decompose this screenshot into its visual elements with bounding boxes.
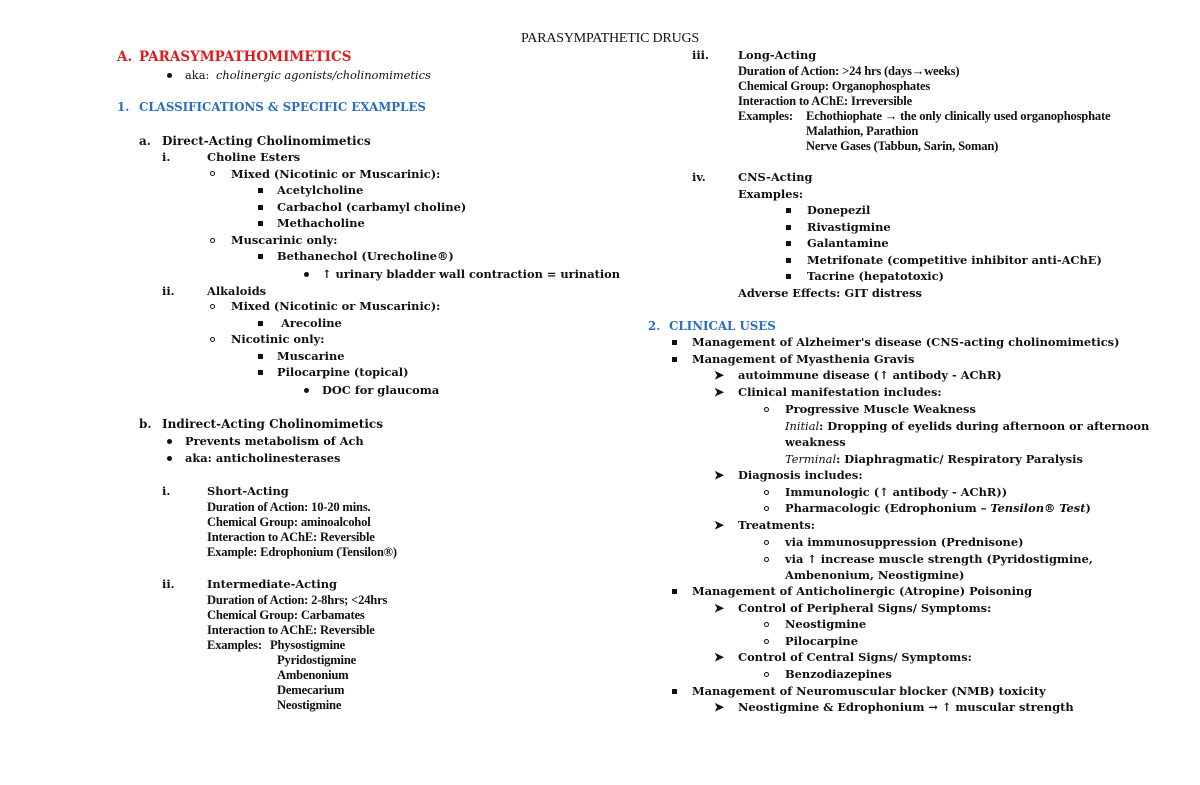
bullet-square-icon [786,274,791,279]
bullet-dot-icon [167,439,172,444]
cns-num: iv. [692,170,706,184]
pharm-pre: Pharmacologic (Edrophonium – [785,501,991,515]
page-title: PARASYMPATHETIC DRUGS [521,31,699,46]
short-title: Short-Acting [207,484,289,498]
long-num: iii. [692,48,709,62]
bullet-square-icon [786,258,791,263]
long-example-1: Echothiophate → the only clinically used organophosphate [806,109,1111,123]
section-1-num: 1. [117,100,130,114]
bullet-square-icon [672,340,677,345]
bullet-circle-icon [764,557,769,562]
mg-clinical-label: Clinical manifestation includes: [738,385,942,399]
bullet-square-icon [258,321,263,326]
cns-example-2: Rivastigmine [807,220,891,234]
cns-title: CNS-Acting [738,170,813,184]
mg-diagnosis-label: Diagnosis includes: [738,468,863,482]
cns-example-3: Galantamine [807,236,889,250]
direct-i-num: i. [162,150,171,164]
bullet-square-icon [672,589,677,594]
inter-example-3: Ambenonium [277,668,349,682]
bullet-square-icon [258,354,263,359]
inter-example-1: Physostigmine [270,638,346,652]
use-nmb: Management of Neuromuscular blocker (NMB) toxicity [692,684,1046,698]
bullet-square-icon [258,254,263,259]
bullet-square-icon [258,370,263,375]
indirect-title: Indirect-Acting Cholinomimetics [162,417,383,431]
bullet-circle-icon [210,171,215,176]
section-2-num: 2. [648,319,661,333]
bullet-square-icon [258,188,263,193]
mg-immunologic: Immunologic (↑ antibody - AChR)) [785,485,1008,499]
mg-muscle-strength-cont: Ambenonium, Neostigmine) [785,568,965,582]
short-duration: Duration of Action: 10-20 mins. [207,500,371,514]
bullet-square-icon [786,241,791,246]
ap-pilocarpine: Pilocarpine [785,634,858,648]
mg-initial-line [785,419,1149,433]
bethanechol: Bethanechol (Urecholine®) [277,249,454,263]
mixed-label-2: Mixed (Nicotinic or Muscarinic): [231,299,441,313]
bullet-circle-icon [764,506,769,511]
terminal-label: Terminal [785,452,837,466]
section-1-title: CLASSIFICATIONS & SPECIFIC EXAMPLES [139,100,426,114]
methacholine: Methacholine [277,216,365,230]
long-examples-label: Examples: [738,109,793,123]
inter-num: ii. [162,577,175,591]
mg-treatments-label: Treatments: [738,518,815,532]
long-example-2: Malathion, Parathion [806,124,919,138]
inter-examples-label: Examples: [207,638,262,652]
bullet-circle-icon [210,304,215,309]
inter-duration: Duration of Action: 2-8hrs; <24hrs [207,593,388,607]
bullet-dot-icon [304,388,309,393]
cns-adverse-effects: Adverse Effects: GIT distress [738,286,922,300]
bullet-square-icon [786,208,791,213]
pharm-post: ) [1085,501,1091,515]
mixed-label: Mixed (Nicotinic or Muscarinic): [231,167,441,181]
carbachol: Carbachol (carbamyl choline) [277,200,467,214]
muscarine: Muscarine [277,349,345,363]
aka-value: cholinergic agonists/cholinomimetics [216,68,431,82]
mg-muscle-strength: via ↑ increase muscle strength (Pyridostigmine, [785,552,1093,566]
bullet-dot-icon [167,456,172,461]
mg-immunosuppression: via immunosuppression (Prednisone) [785,535,1024,549]
bullet-circle-icon [764,540,769,545]
use-myasthenia: Management of Myasthenia Gravis [692,352,915,366]
short-num: i. [162,484,171,498]
aka-prefix: aka: [185,68,210,82]
cns-example-5: Tacrine (hepatotoxic) [807,269,944,283]
direct-title: Direct-Acting Cholinomimetics [162,134,371,148]
bullet-square-icon [672,357,677,362]
use-anticholinergic: Management of Anticholinergic (Atropine) Poisoning [692,584,1033,598]
inter-example-4: Demecarium [277,683,345,697]
arrow-bullet-icon: ➤ [714,385,725,399]
short-example: Example: Edrophonium (Tensilon®) [207,545,397,559]
arrow-bullet-icon: ➤ [714,368,725,382]
inter-group: Chemical Group: Carbamates [207,608,365,622]
direct-ii-num: ii. [162,284,175,298]
initial-label: Initial [785,419,820,433]
arrow-bullet-icon: ➤ [714,518,725,532]
bullet-circle-icon [210,337,215,342]
mg-initial-cont: weakness [785,435,846,449]
section-a-title: PARASYMPATHOMIMETICS [139,49,352,65]
inter-example-2: Pyridostigmine [277,653,357,667]
cns-examples-label: Examples: [738,187,804,201]
short-interaction: Interaction to AChE: Reversible [207,530,375,544]
long-example-3: Nerve Gases (Tabbun, Sarin, Soman) [806,139,999,153]
long-duration: Duration of Action: >24 hrs (days→weeks) [738,64,960,78]
ap-benzodiazepines: Benzodiazepines [785,667,892,681]
pharm-italic: Tensilon® Test [990,501,1086,515]
long-group: Chemical Group: Organophosphates [738,79,931,93]
use-alzheimers: Management of Alzheimer's disease (CNS-acting cholinomimetics) [692,335,1120,349]
arrow-bullet-icon: ➤ [714,601,725,615]
mg-weakness: Progressive Muscle Weakness [785,402,976,416]
bullet-square-icon [672,689,677,694]
bullet-circle-icon [764,672,769,677]
nmb-reversal: Neostigmine & Edrophonium → ↑ muscular strength [738,700,1074,714]
bullet-circle-icon [764,622,769,627]
alkaloids-title: Alkaloids [207,284,267,298]
inter-interaction: Interaction to AChE: Reversible [207,623,375,637]
bullet-circle-icon [764,407,769,412]
long-title: Long-Acting [738,48,817,62]
ap-neostigmine: Neostigmine [785,617,867,631]
bullet-circle-icon [764,639,769,644]
cns-example-4: Metrifonate (competitive inhibitor anti-AChE) [807,253,1102,267]
arrow-bullet-icon: ➤ [714,650,725,664]
bullet-circle-icon [764,490,769,495]
bethanechol-effect: ↑ urinary bladder wall contraction = urination [322,267,621,281]
mg-autoimmune: autoimmune disease (↑ antibody - AChR) [738,368,1002,382]
bullet-dot-icon [304,272,309,277]
ap-central-label: Control of Central Signs/ Symptoms: [738,650,972,664]
inter-title: Intermediate-Acting [207,577,337,591]
short-group: Chemical Group: aminoalcohol [207,515,371,529]
arrow-bullet-icon: ➤ [714,468,725,482]
arrow-bullet-icon: ➤ [714,700,725,714]
initial-text: : Dropping of eyelids during afternoon or afternoon [819,419,1150,433]
bullet-square-icon [258,205,263,210]
section-a-label: A. [117,49,133,65]
bullet-square-icon [258,221,263,226]
arecoline: Arecoline [281,316,342,330]
ap-peripheral-label: Control of Peripheral Signs/ Symptoms: [738,601,992,615]
doc-glaucoma: DOC for glaucoma [322,383,440,397]
indirect-bullet-2: aka: anticholinesterases [185,451,341,465]
long-interaction: Interaction to AChE: Irreversible [738,94,912,108]
section-2-title: CLINICAL USES [669,319,776,333]
bullet-circle-icon [210,238,215,243]
indirect-bullet-1: Prevents metabolism of Ach [185,434,364,448]
choline-esters-title: Choline Esters [207,150,301,164]
nicotinic-only-label: Nicotinic only: [231,332,325,346]
terminal-text: : Diaphragmatic/ Respiratory Paralysis [836,452,1083,466]
inter-example-5: Neostigmine [277,698,342,712]
direct-label: a. [139,134,151,148]
cns-example-1: Donepezil [807,203,871,217]
mg-terminal-line [785,452,1083,466]
indirect-label: b. [139,417,152,431]
muscarinic-only-label: Muscarinic only: [231,233,338,247]
bullet-dot-icon [167,73,172,78]
acetylcholine: Acetylcholine [277,183,364,197]
bullet-square-icon [786,225,791,230]
mg-pharmacologic [785,501,1091,515]
pilocarpine: Pilocarpine (topical) [277,365,409,379]
